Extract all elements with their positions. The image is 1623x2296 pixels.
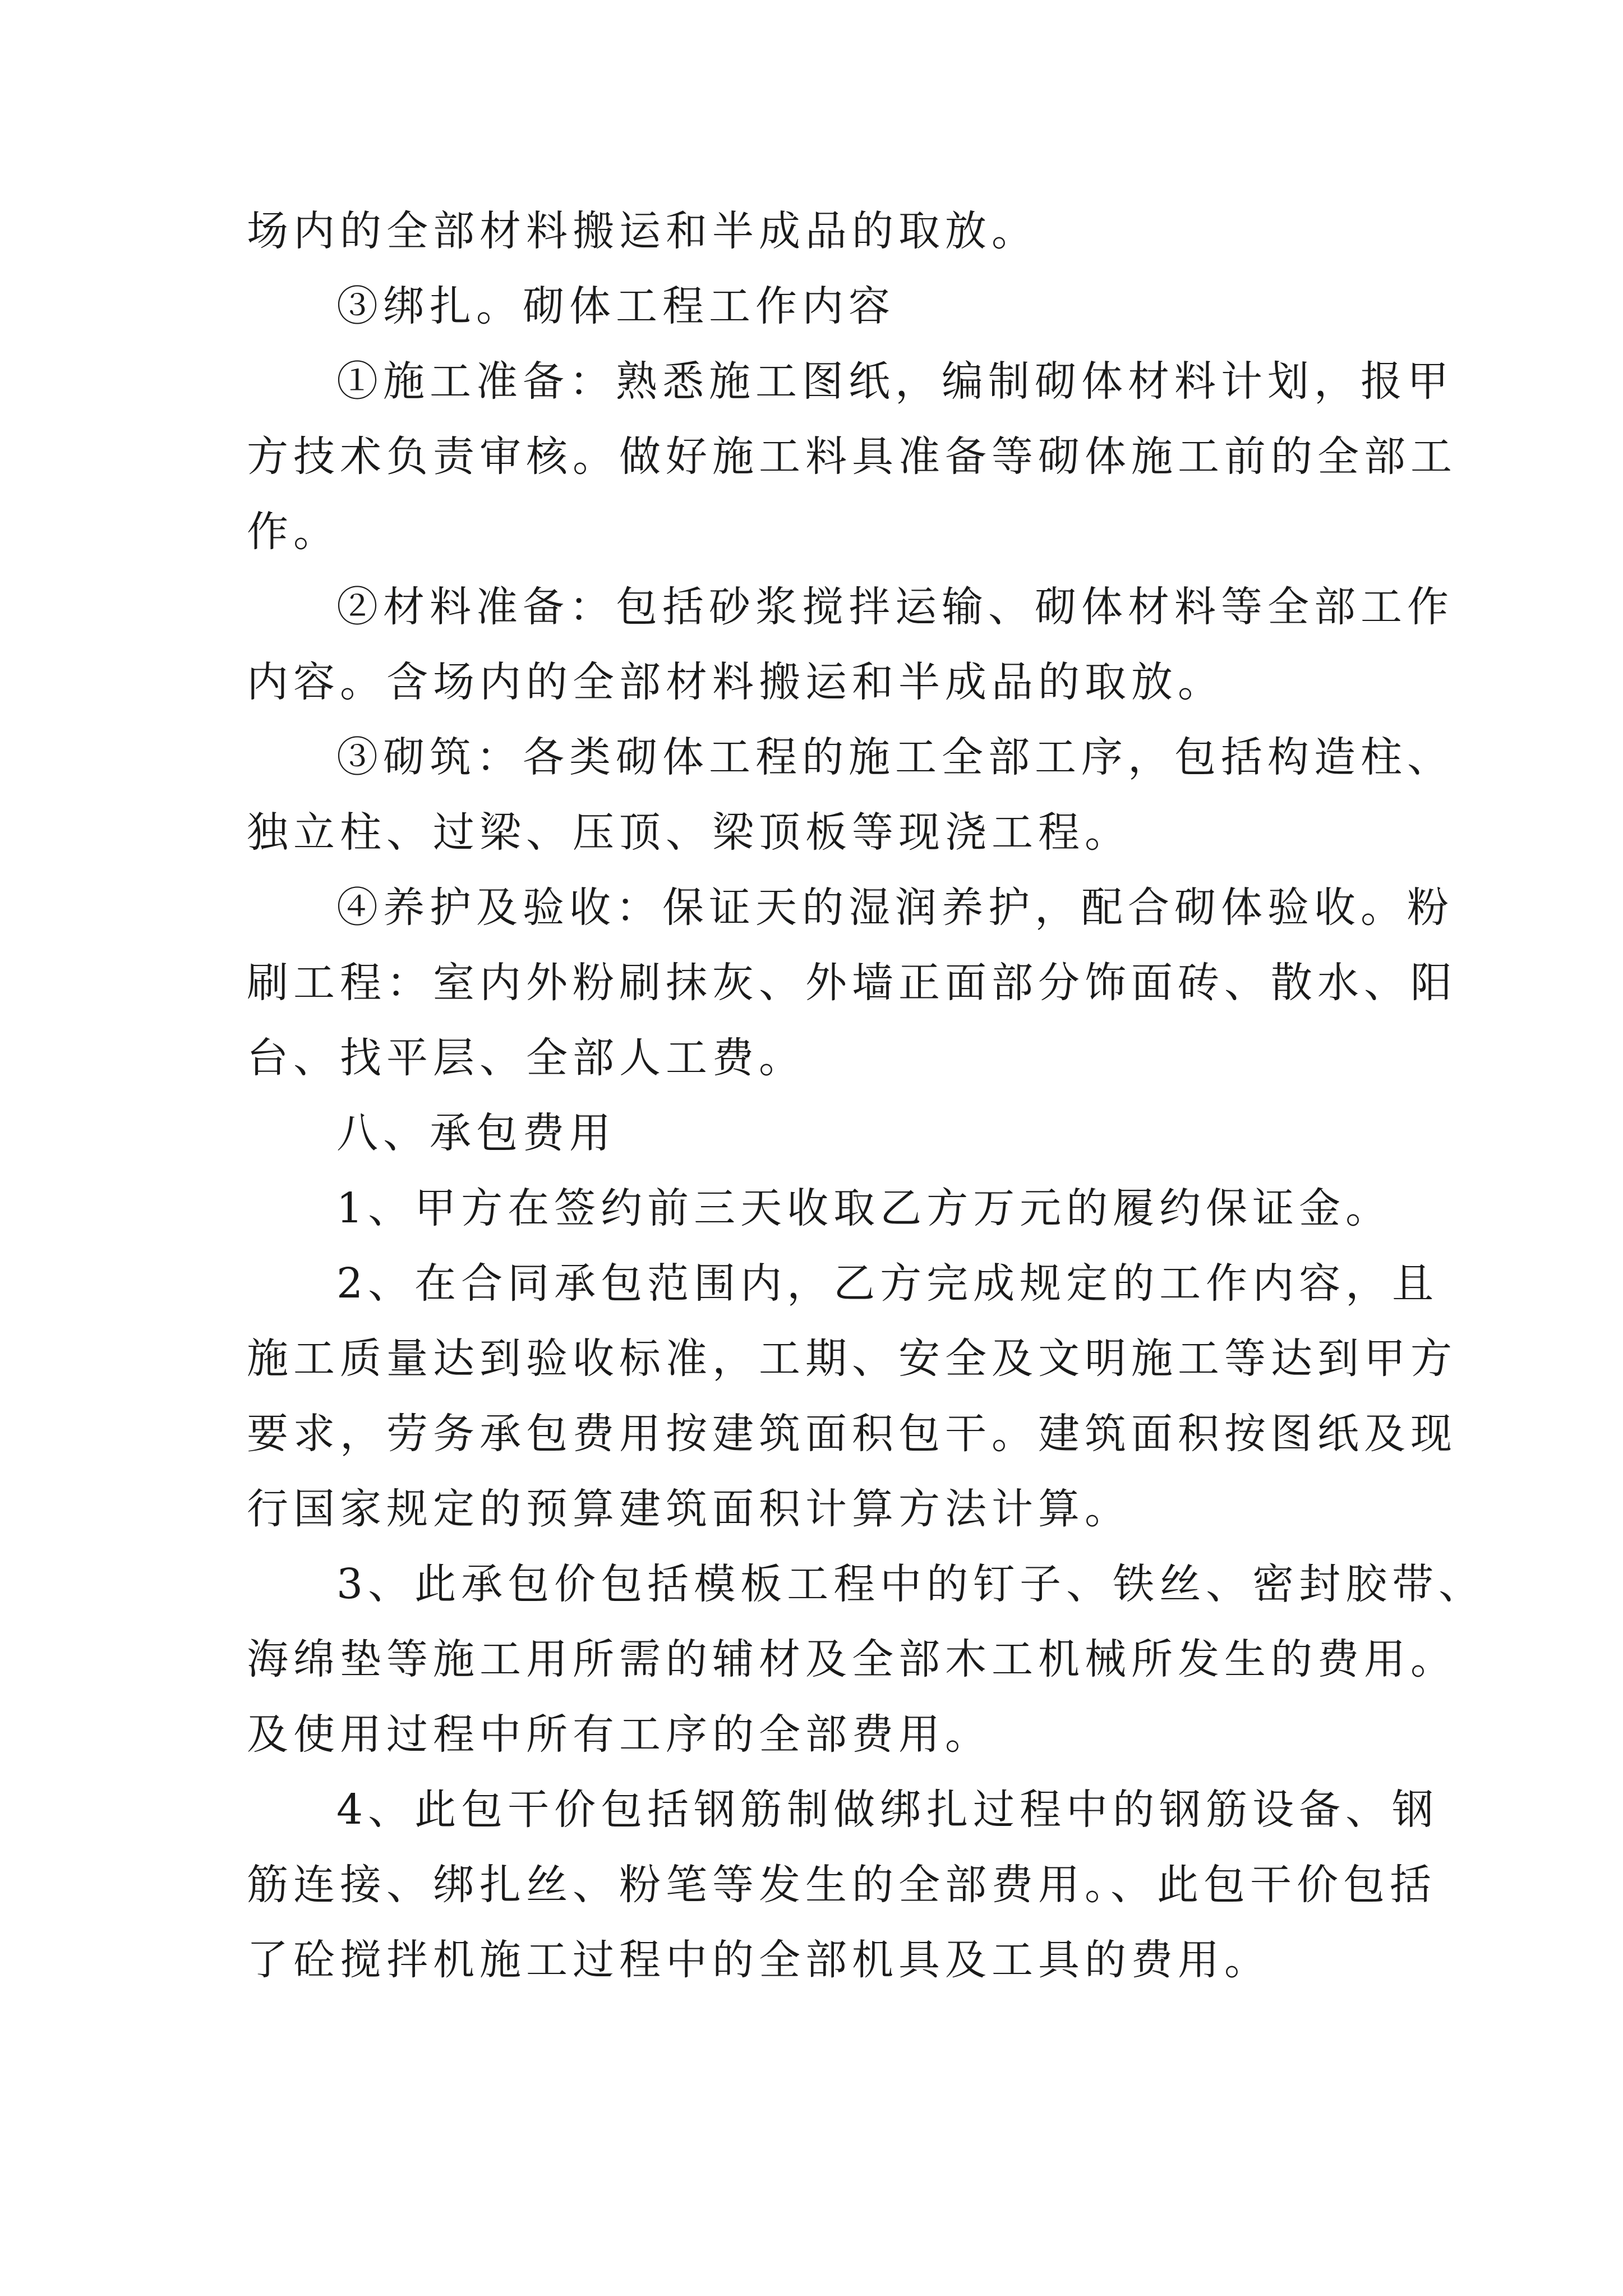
text-line: 台、找平层、全部人工费。 — [247, 1034, 805, 1082]
text-line: 方技术负责审核。做好施工料具准备等砌体施工前的全部工 — [247, 432, 1457, 481]
text-line: 2、在合同承包范围内，乙方完成规定的工作内容，且 — [336, 1259, 1439, 1308]
text-line: 施工质量达到验收标准，工期、安全及文明施工等达到甲方 — [247, 1335, 1457, 1383]
text-line: 4、此包干价包括钢筋制做绑扎过程中的钢筋设备、钢 — [336, 1786, 1439, 1834]
text-line: 及使用过程中所有工序的全部费用。 — [247, 1710, 992, 1759]
text-line: ③砌筑：各类砌体工程的施工全部工序，包括构造柱、 — [336, 733, 1454, 781]
section-heading: 八、承包费用 — [336, 1109, 616, 1157]
text-line: 要求，劳务承包费用按建筑面积包干。建筑面积按图纸及现 — [247, 1410, 1457, 1458]
text-line: 海绵垫等施工用所需的辅材及全部木工机械所发生的费用。 — [247, 1635, 1457, 1683]
text-line: ②材料准备：包括砂浆搅拌运输、砌体材料等全部工作 — [336, 583, 1454, 631]
document-page — [247, 194, 1486, 1998]
text-line: 行国家规定的预算建筑面积计算方法计算。 — [247, 1485, 1131, 1533]
text-line: 独立柱、过梁、压顶、梁顶板等现浇工程。 — [247, 808, 1131, 857]
text-line: ④养护及验收：保证天的湿润养护，配合砌体验收。粉 — [336, 884, 1454, 932]
text-line: 了砼搅拌机施工过程中的全部机具及工具的费用。 — [247, 1936, 1271, 1984]
text-line: ①施工准备：熟悉施工图纸，编制砌体材料计划，报甲 — [336, 357, 1454, 406]
text-line: 筋连接、绑扎丝、粉笔等发生的全部费用。、此包干价包括 — [247, 1861, 1436, 1909]
text-line: 刷工程：室内外粉刷抹灰、外墙正面部分饰面砖、散水、阳 — [247, 959, 1457, 1007]
text-line: 内容。含场内的全部材料搬运和半成品的取放。 — [247, 658, 1224, 706]
text-line: 1、甲方在签约前三天收取乙方万元的履约保证金。 — [336, 1184, 1393, 1232]
text-line: 场内的全部材料搬运和半成品的取放。 — [247, 207, 1038, 255]
text-line: 作。 — [247, 508, 340, 556]
text-line: ③绑扎。砌体工程工作内容 — [336, 282, 895, 330]
text-line: 3、此承包价包括模板工程中的钉子、铁丝、密封胶带、 — [336, 1560, 1486, 1608]
